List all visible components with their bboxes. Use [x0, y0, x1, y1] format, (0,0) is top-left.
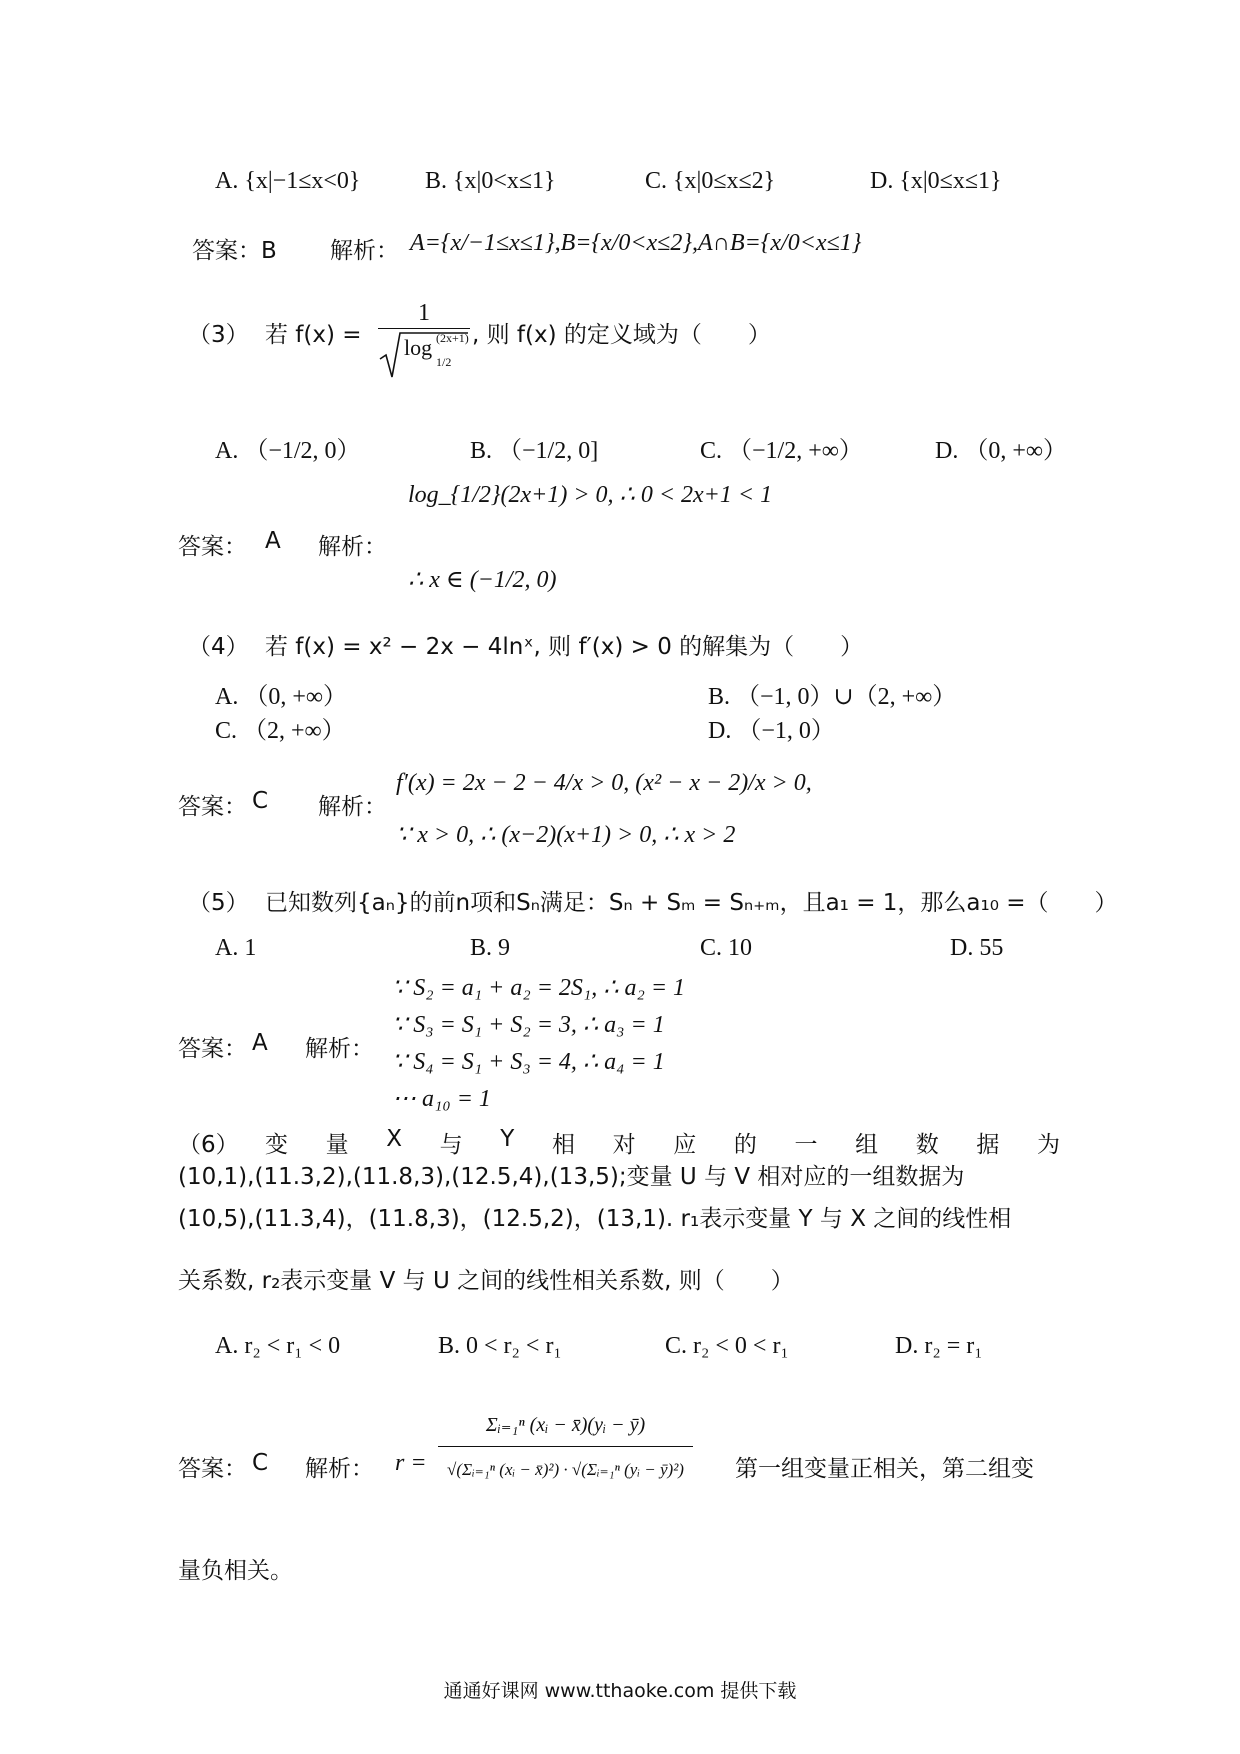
q6-formula-numerator: Σᵢ₌₁ⁿ (xᵢ − x̄)(yᵢ − ȳ): [438, 1408, 693, 1447]
q6-option-d: D. r₂ = r₁: [895, 1333, 983, 1359]
q2-option-d: D. {x|0≤x≤1}: [870, 168, 1002, 194]
q3-log-arg: (2x+1): [436, 331, 469, 345]
q4-option-c: C. （2, +∞）: [215, 718, 346, 744]
q6-conclusion-line1: 第一组变量正相关，第二组变: [735, 1456, 1034, 1482]
q6-word: 与: [439, 1132, 463, 1158]
q2-analysis: A={x/−1≤x≤1},B={x/0<x≤2},A∩B={x/0<x≤1}: [410, 230, 862, 256]
q3-option-a: A. （−1/2, 0）: [215, 438, 361, 464]
q3-option-c: C. （−1/2, +∞）: [700, 438, 863, 464]
q3-denominator: [378, 329, 470, 381]
q5-analysis-label: 解析：: [305, 1036, 374, 1062]
page-footer: 通通好课网 www.tthaoke.com 提供下载: [443, 1680, 797, 1702]
q5-option-a: A. 1: [215, 935, 257, 961]
q3-log-base: 1/2: [436, 355, 452, 369]
q5-answer-label: 答案：: [178, 1036, 247, 1062]
q4-analysis-line1: f′(x) = 2x − 2 − 4/x > 0, (x² − x − 2)/x > 0,: [396, 770, 812, 796]
q6-word: 的: [733, 1132, 757, 1158]
q6-word: 数: [915, 1132, 939, 1158]
q6-line1: [265, 1126, 1060, 1159]
q4-number: （4）: [188, 634, 249, 660]
q3-numerator: 1: [378, 298, 470, 329]
q6-word: 相: [551, 1132, 575, 1158]
q3-option-d: D. （0, +∞）: [935, 438, 1067, 464]
q3-stem-suffix: , 则 f(x) 的定义域为（ ）: [472, 322, 771, 348]
q6-answer: C: [252, 1450, 269, 1476]
q4-answer: C: [252, 788, 269, 814]
q3-log: log: [404, 335, 433, 360]
q5-analysis-line1: ∵ S₂ = a₁ + a₂ = 2S₁, ∴ a₂ = 1: [392, 975, 686, 1001]
q6-number: （6）: [178, 1132, 239, 1158]
q6-option-b: B. 0 < r₂ < r₁: [438, 1333, 562, 1359]
q6-answer-label: 答案：: [178, 1456, 247, 1482]
q3-answer-label: 答案：: [178, 534, 247, 560]
q6-formula-lhs: r =: [395, 1450, 427, 1476]
q2-option-a: A. {x|−1≤x<0}: [215, 168, 361, 194]
q6-word: 一: [794, 1132, 818, 1158]
q4-option-a: A. （0, +∞）: [215, 684, 347, 710]
q5-option-c: C. 10: [700, 935, 753, 961]
q6-line3: (10,5),(11.3,4)，(11.8,3)，(12.5,2)，(13,1). r₁表示变量 Y 与 X 之间的线性相: [178, 1206, 1012, 1232]
q6-line2: (10,1),(11.3,2),(11.8,3),(12.5,4),(13,5);变量 U 与 V 相对应的一组数据为: [178, 1164, 965, 1190]
q6-word: 量: [325, 1132, 349, 1158]
q6-word: Y: [500, 1126, 515, 1152]
q6-word: 为: [1036, 1132, 1060, 1158]
q6-conclusion-line2: 量负相关。: [178, 1558, 293, 1584]
q4-option-b: B. （−1, 0）∪（2, +∞）: [708, 684, 957, 710]
q5-answer: A: [252, 1030, 268, 1056]
q3-analysis-line1: log_{1/2}(2x+1) > 0, ∴ 0 < 2x+1 < 1: [408, 482, 773, 508]
q2-answer: 答案：B: [192, 238, 277, 264]
q6-word: 应: [673, 1132, 697, 1158]
q6-word: 对: [612, 1132, 636, 1158]
q6-option-c: C. r₂ < 0 < r₁: [665, 1333, 789, 1359]
q5-number: （5）: [188, 890, 249, 916]
q4-option-d: D. （−1, 0）: [708, 718, 835, 744]
q5-analysis-line3: ∵ S₄ = S₁ + S₃ = 4, ∴ a₄ = 1: [392, 1049, 665, 1075]
q4-analysis-line2: ∵ x > 0, ∴ (x−2)(x+1) > 0, ∴ x > 2: [396, 822, 736, 848]
q5-analysis-line4: ⋯ a₁₀ = 1: [392, 1086, 491, 1112]
q5-option-b: B. 9: [470, 935, 511, 961]
q2-option-b: B. {x|0<x≤1}: [425, 168, 556, 194]
q3-answer: A: [265, 528, 281, 554]
q6-formula-fraction: [438, 1408, 693, 1487]
q2-analysis-label: 解析：: [330, 238, 399, 264]
q3-fraction: [378, 298, 470, 381]
q4-analysis-label: 解析：: [318, 794, 387, 820]
q2-option-c: C. {x|0≤x≤2}: [645, 168, 776, 194]
q3-analysis-label: 解析：: [318, 534, 387, 560]
q6-word: X: [386, 1126, 403, 1152]
q4-stem: 若 f(x) = x² − 2x − 4lnˣ, 则 f′(x) > 0 的解集为（ ）: [265, 634, 864, 660]
q3-analysis-line2: ∴ x ∈ (−1/2, 0): [408, 567, 557, 593]
q6-line4: 关系数, r₂表示变量 V 与 U 之间的线性相关系数, 则（ ）: [178, 1268, 794, 1294]
q3-number: （3）: [188, 322, 249, 348]
q6-word: 据: [976, 1132, 1000, 1158]
q6-option-a: A. r₂ < r₁ < 0: [215, 1333, 341, 1359]
q3-stem-prefix: 若 f(x) =: [265, 322, 362, 348]
q6-word: 组: [855, 1132, 879, 1158]
q6-analysis-label: 解析：: [305, 1456, 374, 1482]
q3-option-b: B. （−1/2, 0]: [470, 438, 599, 464]
q5-stem: 已知数列{aₙ}的前n项和Sₙ满足：Sₙ + Sₘ = Sₙ₊ₘ，且a₁ = 1，那么a₁₀ =（ ）: [265, 890, 1118, 916]
q4-answer-label: 答案：: [178, 794, 247, 820]
q6-word: 变: [265, 1132, 288, 1158]
q5-option-d: D. 55: [950, 935, 1004, 961]
q5-analysis-line2: ∵ S₃ = S₁ + S₂ = 3, ∴ a₃ = 1: [392, 1012, 665, 1038]
q6-formula-denominator: √(Σᵢ₌₁ⁿ (xᵢ − x̄)²) · √(Σᵢ₌₁ⁿ (yᵢ − ȳ)²): [447, 1460, 684, 1479]
